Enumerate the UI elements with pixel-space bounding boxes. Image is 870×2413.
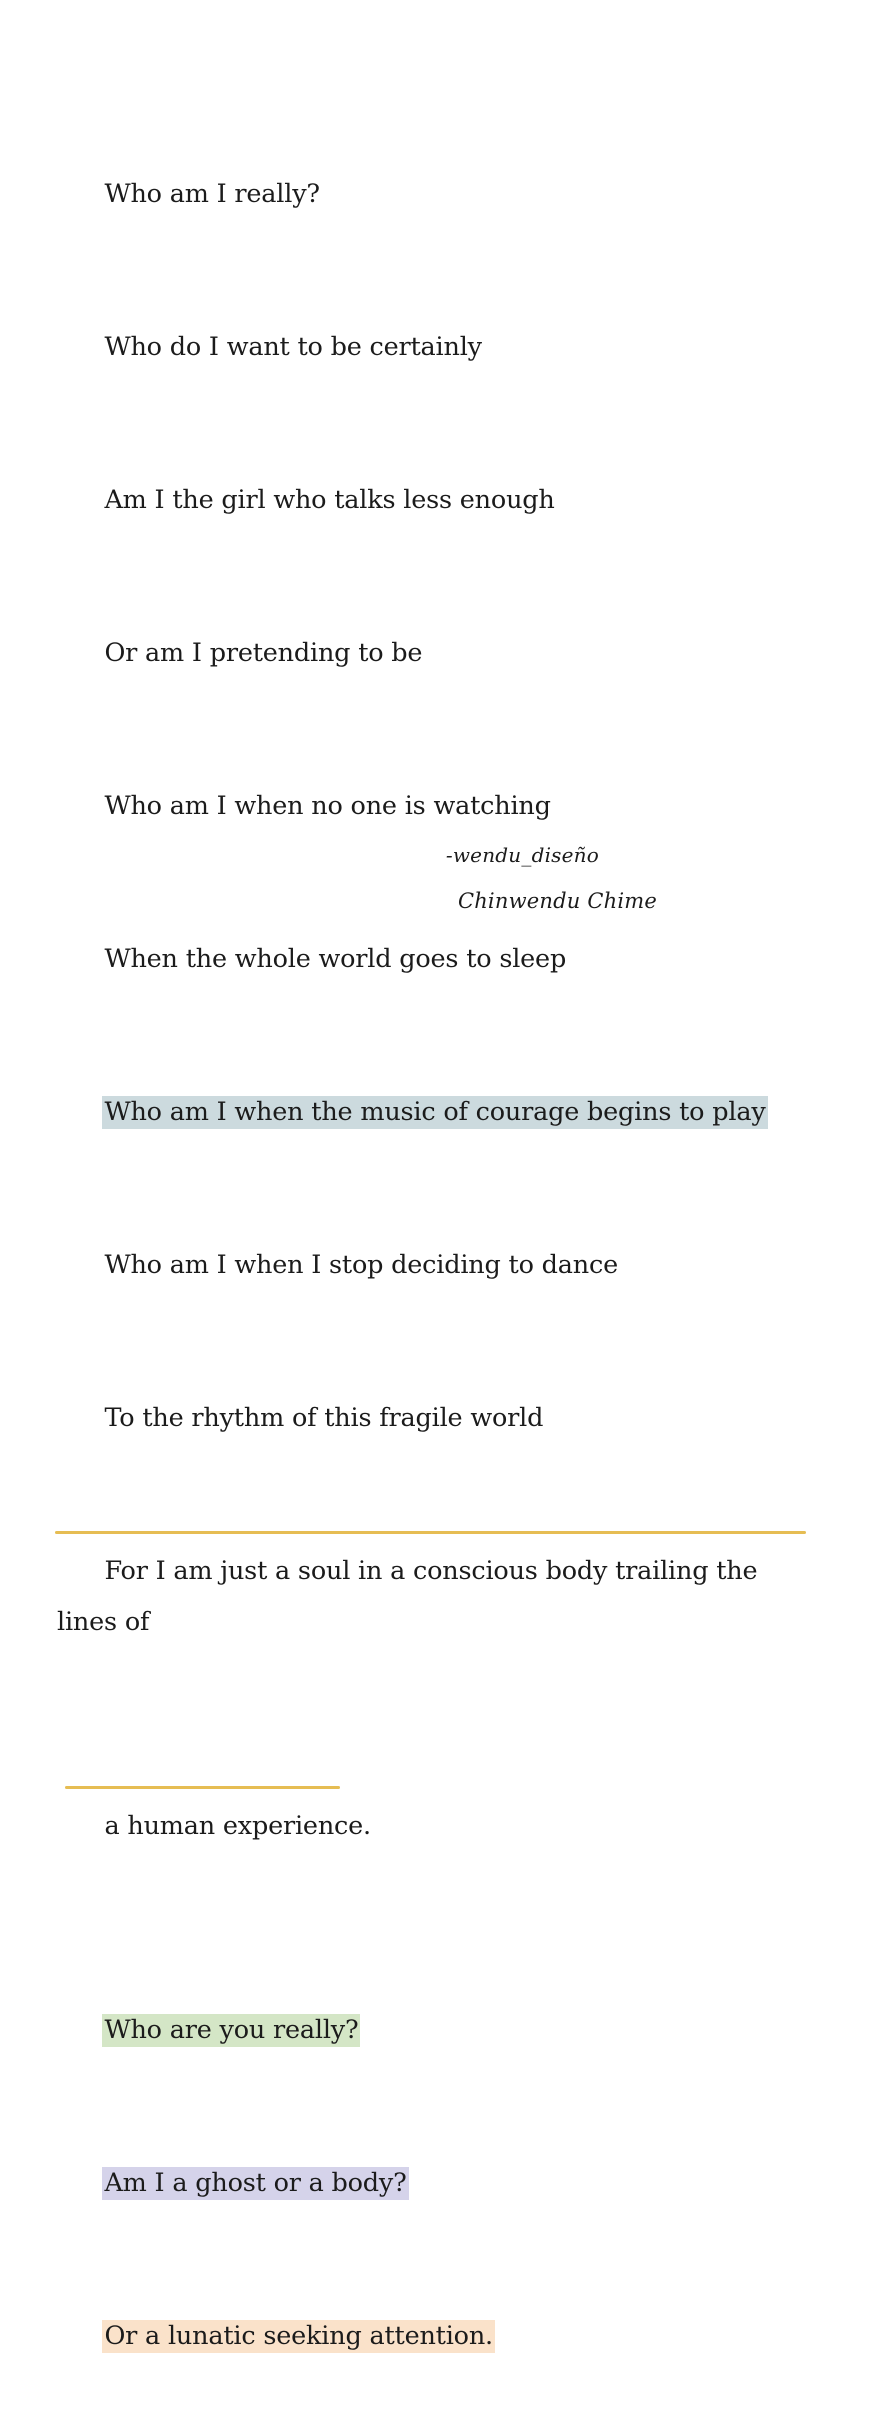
- poem-line-text: Who am I when I stop deciding to dance: [104, 1250, 618, 1280]
- signature-block: [0, 832, 825, 924]
- poem-line-text: Am I a ghost or a body?: [104, 2168, 407, 2198]
- poem-line-text: Am I the girl who talks less enough: [104, 485, 555, 515]
- poem-line: [55, 118, 825, 271]
- poem-line-text: To the rhythm of this fragile world: [104, 1403, 544, 1433]
- signature-handle: -wendu_diseño: [445, 843, 599, 867]
- signature-author: Chinwendu Chime: [457, 889, 657, 913]
- poem-line-text: a human experience.: [104, 1811, 371, 1841]
- poem-line-highlighted-purple: [55, 2107, 825, 2260]
- poem-line: [55, 424, 825, 577]
- poem-line-text: When the whole world goes to sleep: [104, 944, 567, 974]
- poem-line: [55, 1189, 825, 1342]
- poem-line-underlined: [55, 1750, 825, 1954]
- poem-line-text: Or am I pretending to be: [104, 638, 423, 668]
- poem-line-text: Who am I really?: [104, 179, 320, 209]
- poem-line-underlined: [55, 1495, 825, 1750]
- poem-line-text: Who are you really?: [104, 2015, 359, 2045]
- poem-line-text: Who am I when the music of courage begins to play: [104, 1097, 766, 1127]
- poem-line: [55, 1342, 825, 1495]
- poem-line-text: Or a lunatic seeking attention.: [104, 2321, 493, 2351]
- poem-line-highlighted-blue: [55, 1036, 825, 1189]
- poem-line-text: For I am just a soul in a conscious body trailing the lines of: [57, 1556, 766, 1637]
- marker-underline: [55, 1531, 806, 1534]
- poem-line-text: Who am I when no one is watching: [104, 791, 551, 821]
- marker-underline: [65, 1786, 340, 1789]
- poem-line-text: Who do I want to be certainly: [104, 332, 482, 362]
- poem-line-highlighted-green: [55, 1954, 825, 2107]
- poem-line: [55, 577, 825, 730]
- poem-line-highlighted-peach: [55, 2260, 825, 2413]
- poem-line: [55, 271, 825, 424]
- poem-body: [55, 118, 825, 2413]
